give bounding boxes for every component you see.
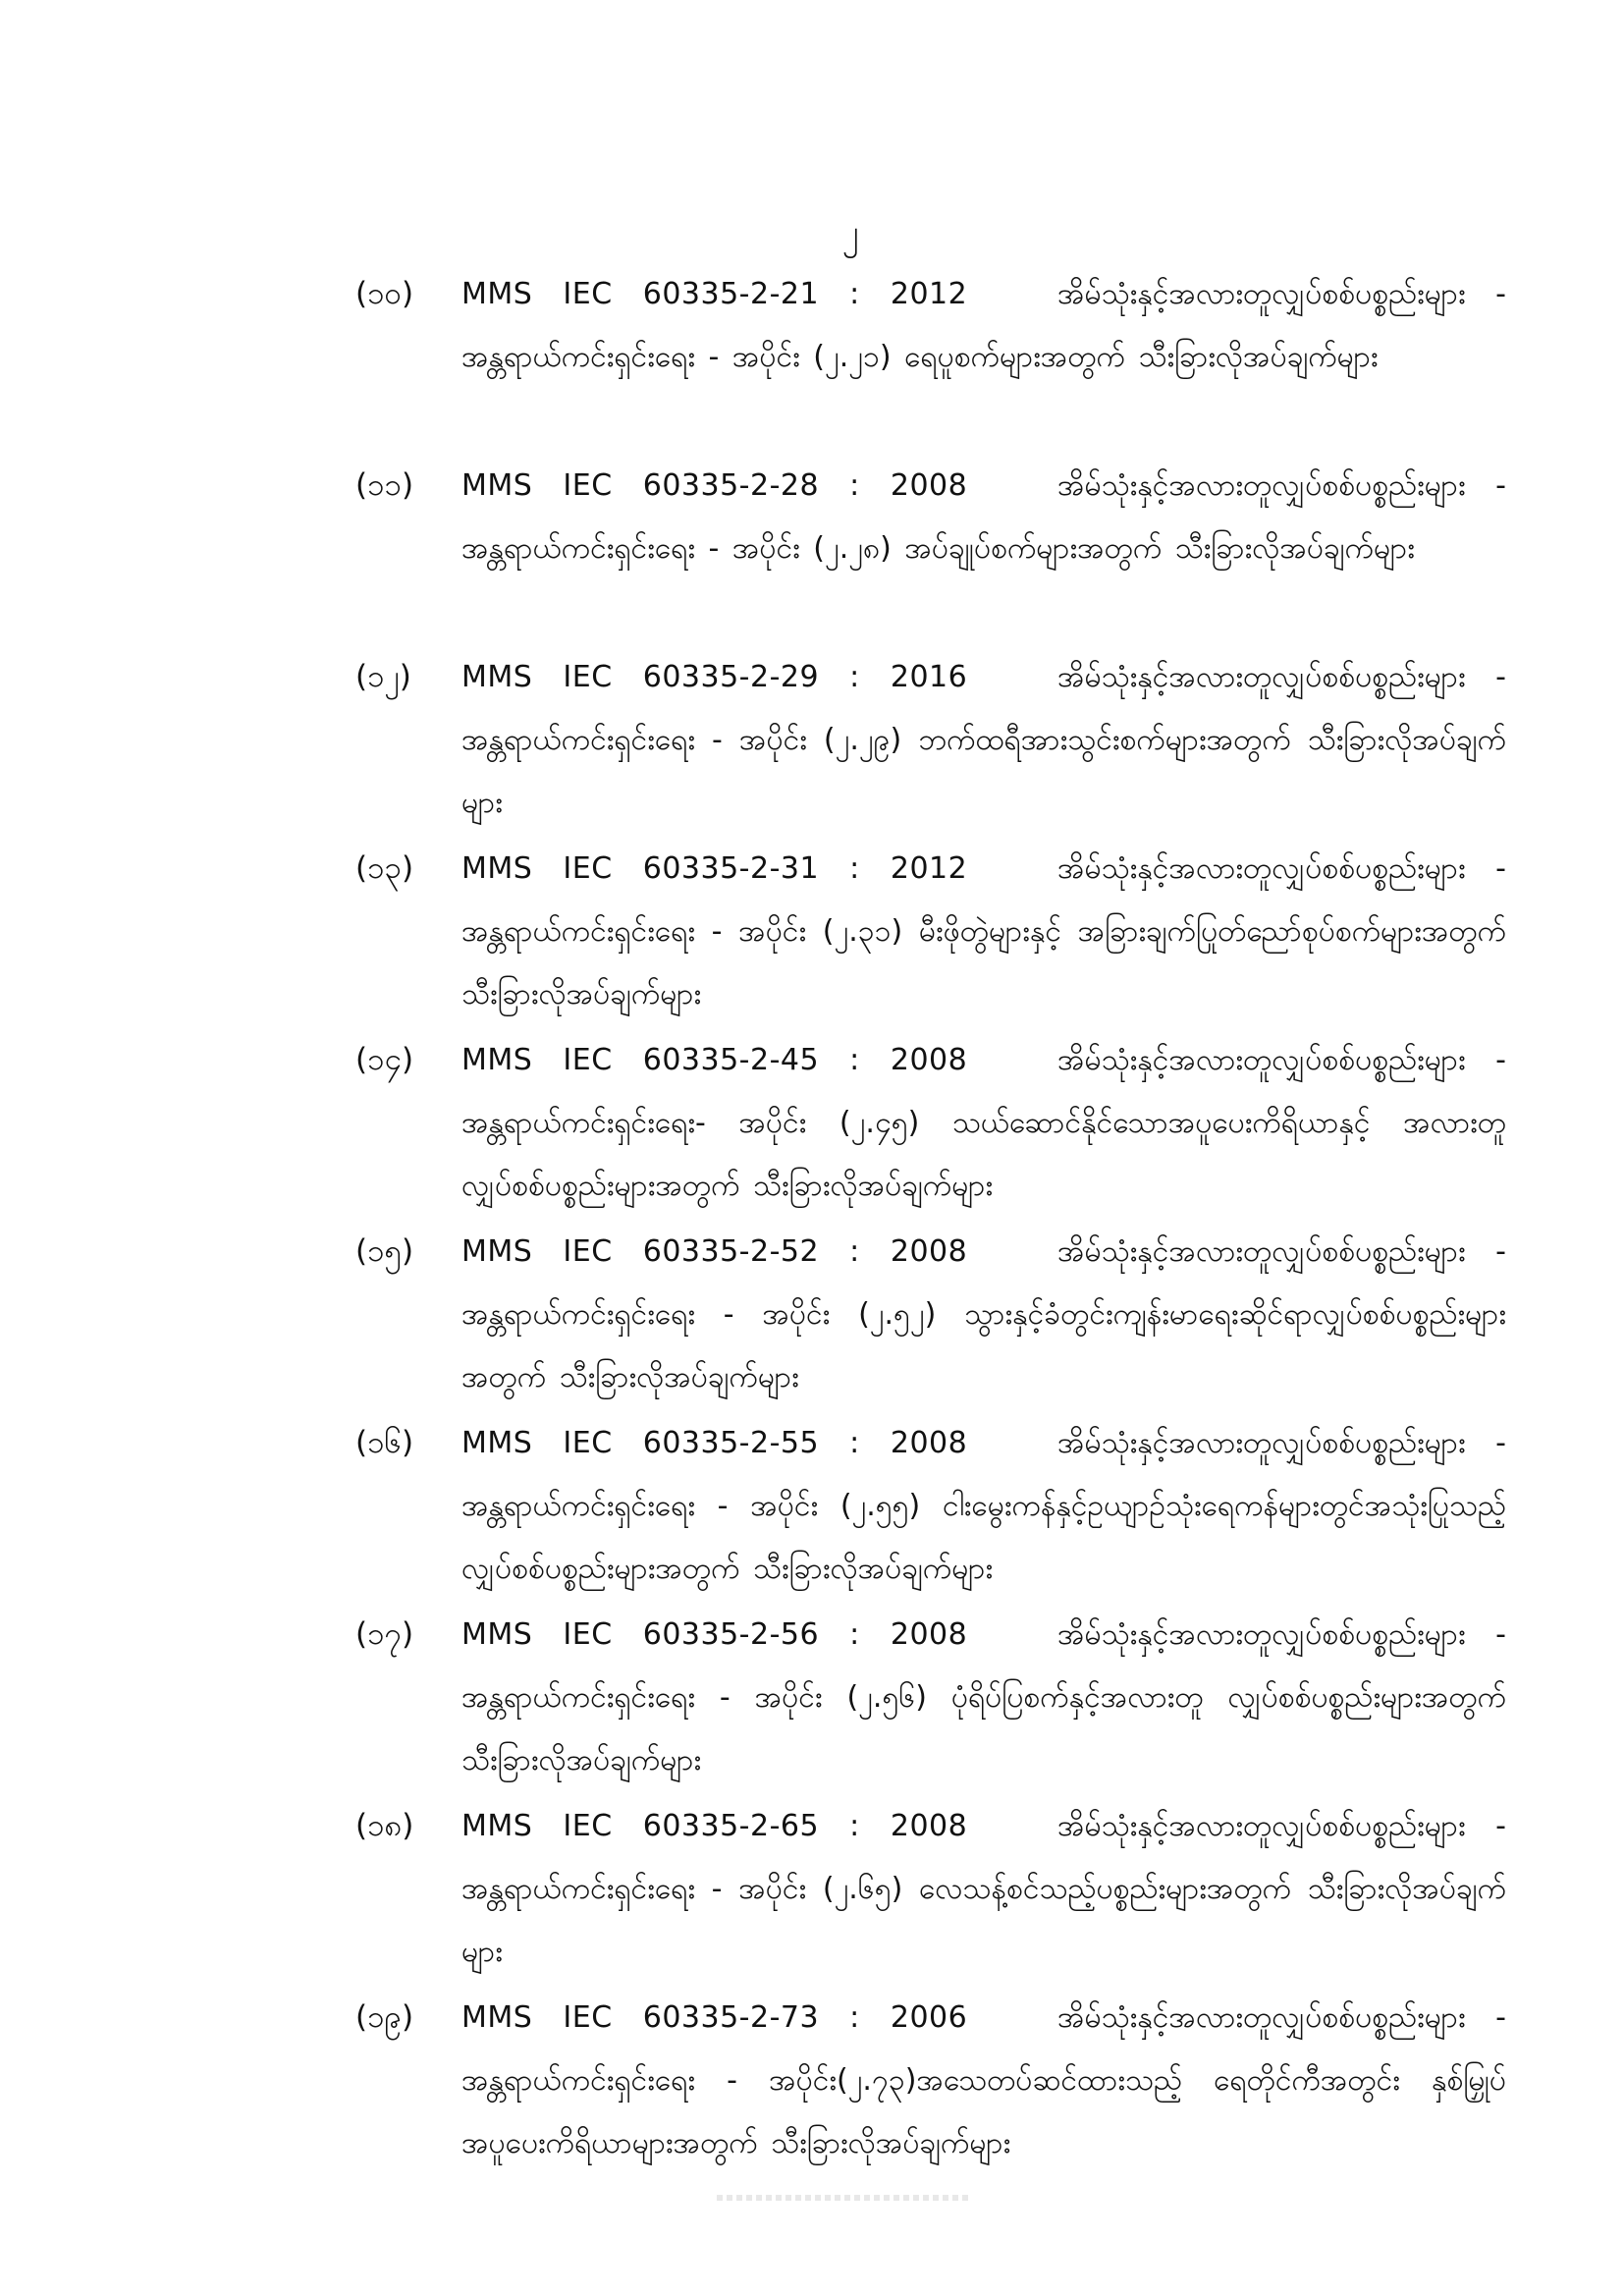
item-text [461,1795,1506,1984]
standard-title: အိမ်သုံးနှင့်အလားတူလျှပ်စစ်ပစ္စည်းများ - အန္တရာယ်ကင်းရှင်းရေး- အပိုင်း (၂.၄၅) သယ်ဆောင်နိုင်သောအပူပေးကိရိယာနှင့် အလားတူလျှပ်စစ်ပစ္စည်းများအတွက် သီးခြားလိုအပ်ချက်များ [461,1043,1507,1203]
list-item [355,838,1506,1029]
standard-code: MMS IEC 60335-2-73 : 2006 [461,2000,968,2035]
standard-code: MMS IEC 60335-2-56 : 2008 [461,1617,968,1652]
item-number: (၁၅) [355,1233,414,1269]
item-text [461,1029,1506,1218]
standard-code: MMS IEC 60335-2-21 : 2012 [461,277,968,311]
standard-code: MMS IEC 60335-2-55 : 2008 [461,1426,968,1460]
standard-title: အိမ်သုံးနှင့်အလားတူလျှပ်စစ်ပစ္စည်းများ - အန္တရာယ်ကင်းရှင်းရေး - အပိုင်း (၂.၅၂) သွားနှင့်ခံတွင်းကျန်းမာရေးဆိုင်ရာလျှပ်စစ်ပစ္စည်းများအတွက် သီးခြားလိုအပ်ချက်များ [461,1234,1507,1394]
item-text [461,1221,1506,1409]
standard-title: အိမ်သုံးနှင့်အလားတူလျှပ်စစ်ပစ္စည်းများ - အန္တရာယ်ကင်းရှင်းရေး - အပိုင်း (၂.၅၆) ပုံရိပ်ပြစက်နှင့်အလားတူ လျှပ်စစ်ပစ္စည်းများအတွက် သီးခြားလိုအပ်ချက်များ [461,1617,1507,1777]
standard-code: MMS IEC 60335-2-65 : 2008 [461,1809,968,1843]
item-text [461,1604,1506,1792]
scan-artifact [717,2195,972,2201]
standard-title: အိမ်သုံးနှင့်အလားတူလျှပ်စစ်ပစ္စည်းများ - အန္တရာယ်ကင်းရှင်းရေး - အပိုင်း (၂.၃၁) မီးဖိုတွဲများနှင့် အခြားချက်ပြုတ်ညော်စုပ်စက်များအတွက် သီးခြားလိုအပ်ချက်များ [461,851,1507,1011]
list-item [355,1029,1506,1221]
item-text [461,1412,1506,1601]
standards-list [355,263,1506,2178]
page-number: ၂ [841,213,859,252]
list-item [355,1221,1506,1412]
list-item [355,1987,1506,2178]
list-item [355,1604,1506,1795]
list-item [355,1412,1506,1604]
standard-title: အိမ်သုံးနှင့်အလားတူလျှပ်စစ်ပစ္စည်းများ - အန္တရာယ်ကင်းရှင်းရေး - အပိုင်း (၂.၂၉) ဘက်ထရီအားသွင်းစက်များအတွက် သီးခြားလိုအပ်ချက်များ [461,660,1507,820]
standard-title: အိမ်သုံးနှင့်အလားတူလျှပ်စစ်ပစ္စည်းများ - အန္တရာယ်ကင်းရှင်းရေး - အပိုင်း (၂.၆၅) လေသန့်စင်သည့်ပစ္စည်းများအတွက် သီးခြားလိုအပ်ချက်များ [461,1809,1507,1969]
standard-code: MMS IEC 60335-2-31 : 2012 [461,851,968,886]
list-item [355,1795,1506,1987]
list-item [355,646,1506,838]
standard-title: အိမ်သုံးနှင့်အလားတူလျှပ်စစ်ပစ္စည်းများ - အန္တရာယ်ကင်းရှင်းရေး - အပိုင်း (၂.၂၈) အပ်ချုပ်စက်များအတွက် သီးခြားလိုအပ်ချက်များ [461,468,1507,566]
standard-title: အိမ်သုံးနှင့်အလားတူလျှပ်စစ်ပစ္စည်းများ - အန္တရာယ်ကင်းရှင်းရေး - အပိုင်း (၂.၅၅) ငါးမွေးကန်နှင့်ဥယျာဉ်သုံးရေကန်များတွင်အသုံးပြုသည့် လျှပ်စစ်ပစ္စည်းများအတွက် သီးခြားလိုအပ်ချက်များ [461,1426,1507,1586]
standard-code: MMS IEC 60335-2-45 : 2008 [461,1043,968,1077]
item-number: (၁၁) [355,467,414,503]
item-number: (၁၃) [355,850,414,886]
standard-code: MMS IEC 60335-2-28 : 2008 [461,468,968,503]
item-number: (၁၈) [355,1808,414,1843]
item-text [461,263,1506,389]
item-text [461,455,1506,580]
item-text [461,838,1506,1026]
item-number: (၁၇) [355,1616,414,1652]
standard-title: အိမ်သုံးနှင့်အလားတူလျှပ်စစ်ပစ္စည်းများ - အန္တရာယ်ကင်းရှင်းရေး - အပိုင်း(၂.၇၃)အသေတပ်ဆင်ထားသည့် ရေတိုင်ကီအတွင်း နှစ်မြှုပ်အပူပေးကိရိယာများအတွက် သီးခြားလိုအပ်ချက်များ [461,2000,1507,2160]
item-number: (၁၉) [355,1999,414,2035]
item-number: (၁၂) [355,659,411,694]
list-item [355,455,1506,646]
item-text [461,646,1506,835]
item-number: (၁၆) [355,1425,414,1460]
standard-code: MMS IEC 60335-2-29 : 2016 [461,660,968,694]
item-number: (၁၄) [355,1042,414,1077]
standard-code: MMS IEC 60335-2-52 : 2008 [461,1234,968,1269]
item-text [461,1987,1506,2175]
standard-title: အိမ်သုံးနှင့်အလားတူလျှပ်စစ်ပစ္စည်းများ - အန္တရာယ်ကင်းရှင်းရေး - အပိုင်း (၂.၂၁) ရေပူစက်များအတွက် သီးခြားလိုအပ်ချက်များ [461,277,1507,374]
list-item [355,263,1506,455]
item-number: (၁၀) [355,276,414,311]
